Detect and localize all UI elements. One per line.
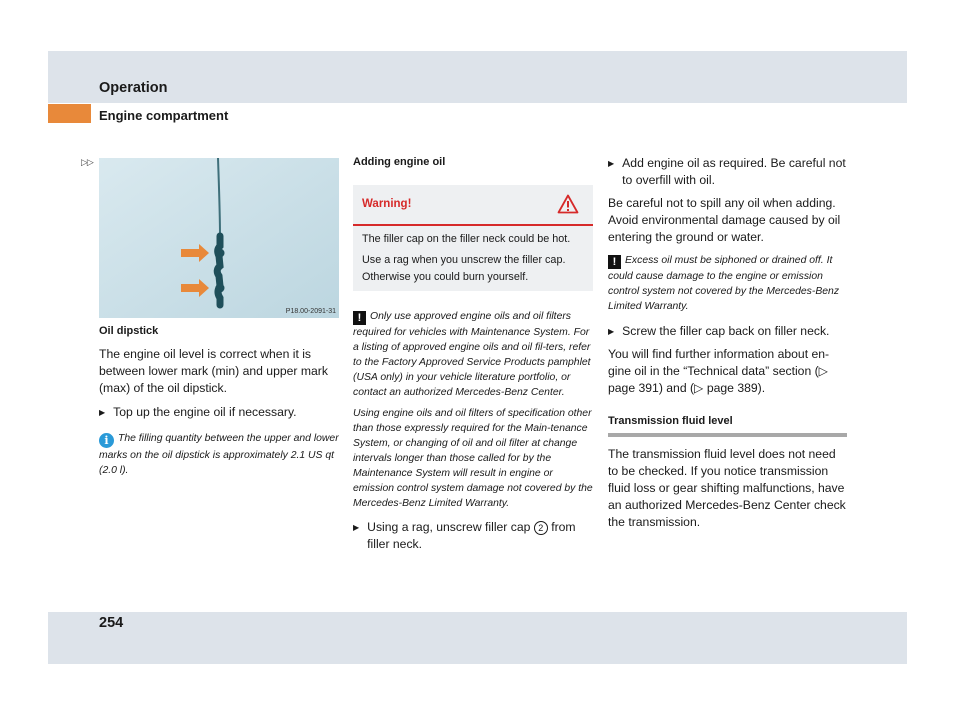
oil-dipstick-photo xyxy=(99,158,339,318)
column-1 xyxy=(99,323,339,478)
excess-oil-note xyxy=(608,253,848,314)
warning-line-2: Use a rag when you unscrew the filler cap. Otherwise you could burn yourself. xyxy=(362,254,566,283)
excess-oil-note-text: Excess oil must be siphoned or drained off. It could cause damage to the engine or emission control system not covered by the Mercedes-Benz Limited Warranty. xyxy=(608,255,840,312)
warning-title: Warning! xyxy=(362,198,412,210)
section-tab-marker xyxy=(48,104,91,123)
warning-line-1: The filler cap on the filler neck could be hot. xyxy=(362,233,571,245)
top-up-text: Top up the engine oil if necessary. xyxy=(113,405,297,419)
unscrew-cap-bullet xyxy=(353,519,593,553)
bullet-arrow-icon: ▶ xyxy=(353,523,360,532)
adding-oil-heading: Adding engine oil xyxy=(353,156,446,168)
dipstick-illustration xyxy=(99,158,339,318)
caution-icon: ! xyxy=(353,311,366,325)
continued-marker: ▷▷ xyxy=(81,157,93,167)
bullet-arrow-icon: ▶ xyxy=(99,408,106,417)
info-note xyxy=(99,431,339,478)
transmission-paragraph: The transmission fluid level does not need to be checked. If you notice transmission fluid loss or gear shifting malfunctions, have an authorized Mercedes-Benz Center check the transmission. xyxy=(608,447,846,529)
caution-icon: ! xyxy=(608,255,621,269)
oil-level-paragraph: The engine oil level is correct when it is between lower mark (min) and upper mark (max) of the oil dipstick. xyxy=(99,347,328,395)
top-up-bullet xyxy=(99,404,339,421)
callout-number: 2 xyxy=(534,521,548,535)
subsection-title: Engine compartment xyxy=(99,108,229,123)
add-oil-text: Add engine oil as required. Be careful not to overfill with oil. xyxy=(622,156,846,187)
warning-box xyxy=(353,185,593,291)
section-title: Operation xyxy=(99,80,168,96)
transmission-section xyxy=(608,446,848,531)
bullet-arrow-icon: ▶ xyxy=(608,159,615,168)
screw-cap-text: Screw the filler cap back on filler neck. xyxy=(622,324,830,338)
info-icon: i xyxy=(99,433,114,448)
approved-oil-note-text: Only use approved engine oils and oil filters required for vehicles with Maintenance System. For a listing of approved engine oils and oil fil-ters, refer to the Factory Approved Service Products pamphlet (USA only) in your vehicle literature portfolio, or contact an authorized Mercedes-Benz Center. xyxy=(353,311,591,398)
column-2-notes xyxy=(353,309,593,553)
screw-cap-bullet xyxy=(608,323,848,340)
unscrew-cap-text-pre: Using a rag, unscrew filler cap xyxy=(367,520,531,534)
page-number: 254 xyxy=(99,615,124,631)
approved-oil-note xyxy=(353,309,593,400)
footer-band xyxy=(48,612,907,664)
unscrew-cap-text-post: from filler neck. xyxy=(367,520,576,551)
add-oil-bullet xyxy=(608,155,848,189)
heading-rule xyxy=(608,433,847,437)
unscrew-cap-text xyxy=(367,519,593,553)
adding-oil-heading-wrap xyxy=(353,154,593,171)
warning-triangle-icon xyxy=(557,194,579,214)
transmission-heading: Transmission fluid level xyxy=(608,415,733,427)
header-band xyxy=(48,51,907,103)
photo-code: P18.00-2091-31 xyxy=(285,308,336,315)
info-note-text: The filling quantity between the upper and lower marks on the oil dipstick is approximately 2.1 US qt (2.0 l). xyxy=(99,433,339,476)
specification-note: Using engine oils and oil filters of specification other than those expressly required for the Main-tenance System, or changing of oil and oil filter at change intervals longer than those called for by the Maintenance System will result in engine or emission control system damage not covered by the Mercedes-Benz Limited Warranty. xyxy=(353,408,593,509)
further-info-paragraph: You will find further information about en-gine oil in the “Technical data” section (▷ page 391) and (▷ page 389). xyxy=(608,347,830,395)
warning-body xyxy=(353,226,593,295)
warning-header xyxy=(353,185,593,226)
bullet-arrow-icon: ▶ xyxy=(608,327,615,336)
spill-paragraph: Be careful not to spill any oil when adding. Avoid environmental damage caused by oil entering the ground or water. xyxy=(608,196,841,244)
column-3 xyxy=(608,155,848,430)
photo-caption: Oil dipstick xyxy=(99,325,159,337)
